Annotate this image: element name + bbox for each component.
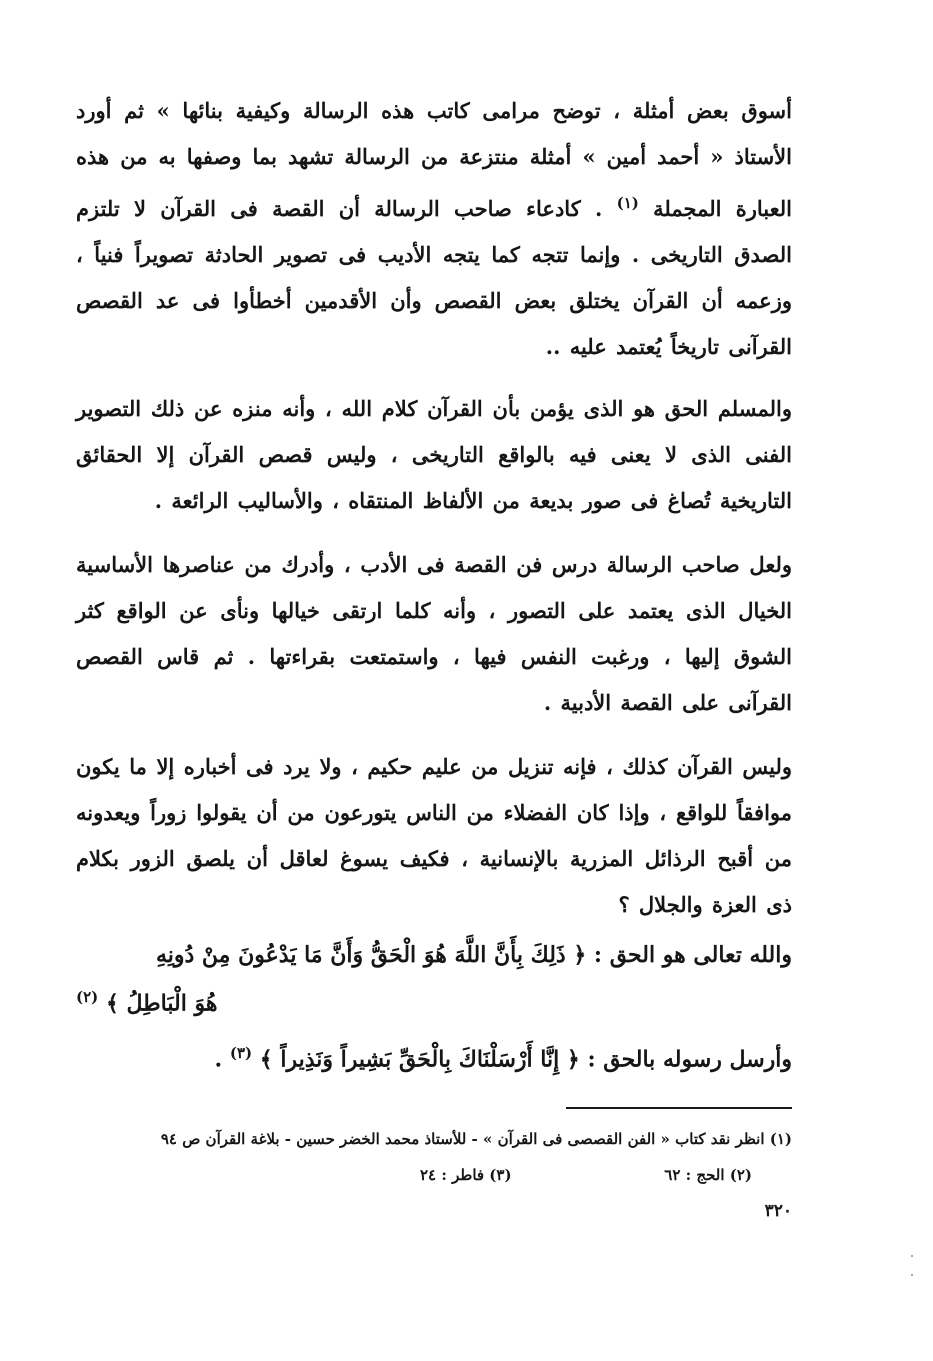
book-page <box>76 88 792 1221</box>
paragraph-2: والمسلم الحق هو الذى يؤمن بأن القرآن كلام الله ، وأنه منزه عن ذلك التصوير الفنى الذى لا يعنى فيه بالواقع التاريخى ، وليس قصص القرآن إلا الحقائق التاريخية تُصاغ فى صور بديعة من الألفاظ المنتقاه ، والأساليب الرائعة . <box>76 396 792 513</box>
paragraph-3: ولعل صاحب الرسالة درس فن القصة فى الأدب ، وأدرك من عناصرها الأساسية الخيال الذى يعتمد على التصور ، وأنه كلما ارتقى خيالها ونأى عن الواقع كثر الشوق إليها ، ورغبت النفس فيها ، واستمتعت بقراءتها . ثم قاس القصص القرآنى على القصة الأدبية . <box>76 552 792 715</box>
footnote-ref-1: (١) <box>616 194 639 212</box>
footnote-ref-2: (٢) <box>76 988 99 1006</box>
scan-specks <box>905 1242 919 1244</box>
verse-1-quote-cont: هُوَ الْبَاطِلُ ﴾ <box>105 990 218 1017</box>
verse-1 <box>76 934 792 976</box>
speck-dot <box>911 1255 913 1257</box>
paragraph-1-text: أسوق بعض أمثلة ، توضح مرامى كاتب هذه الرسالة وكيفية بنائها » ثم أورد الأستاذ « أحمد أمين » أمثلة منتزعة من الرسالة تشهد بما وصفها به من هذه العبارة المجملة <box>76 98 792 221</box>
footnote-ref-3: (٣) <box>229 1044 253 1063</box>
verse-2-lead: وأرسل رسوله بالحق : <box>579 1046 792 1073</box>
verse-2-quote: ﴿ إِنَّا أَرْسَلْنَاكَ بِالْحَقِّ بَشِيراً وَنَذِيراً ﴾ <box>259 1046 580 1073</box>
footnote-1: (١) انظر نقد كتاب « الفن القصصى فى القرآن » - للأستاذ محمد الخضر حسين - بلاغة القرآن ص ٩٤ <box>160 1129 792 1148</box>
verse-2-tail: . <box>214 1046 230 1073</box>
paragraph-1 <box>76 88 792 370</box>
page-number: ٣٢٠ <box>764 1200 792 1221</box>
footnote-2: (٢) الحج : ٦٢ <box>664 1165 752 1184</box>
footnotes <box>76 1121 792 1193</box>
verse-1-lead: والله تعالى هو الحق : <box>586 942 792 968</box>
speck-dot <box>911 1274 913 1276</box>
verse-1-quote: ﴿ ذَلِكَ بِأَنَّ اللَّهَ هُوَ الْحَقُّ وَأَنَّ مَا يَدْعُونَ مِنْ دُونِهِ <box>155 942 587 968</box>
paragraph-1-text-after: . كادعاء صاحب الرسالة أن القصة فى القرآن لا تلتزم الصدق التاريخى . وإنما تتجه كما يتجه الأديب فى تصوير الحادثة تصويراً فنياً ، وزعمه أن القرآن يختلق بعض القصص وأن الأقدمين أخطأوا فى عد القصص القرآنى تاريخاً يُعتمد عليه .. <box>76 196 792 359</box>
footnote-row <box>76 1157 792 1193</box>
verse-1-continuation <box>76 976 792 1024</box>
footnote-divider <box>566 1107 792 1109</box>
footnote-3: (٣) فاطر : ٢٤ <box>420 1165 512 1184</box>
paragraph-4: وليس القرآن كذلك ، فإنه تنزيل من عليم حكيم ، ولا يرد فى أخباره إلا ما يكون موافقاً للواقع ، وإذا كان الفضلاء من الناس يتورعون من أن يقولوا زوراً ويعدونه من أقبح الرذائل المزرية بالإنسانية ، فكيف يسوغ لعاقل أن يلصق الزور بكلام ذى العزة والجلال ؟ <box>76 754 792 917</box>
verse-2 <box>76 1032 792 1080</box>
